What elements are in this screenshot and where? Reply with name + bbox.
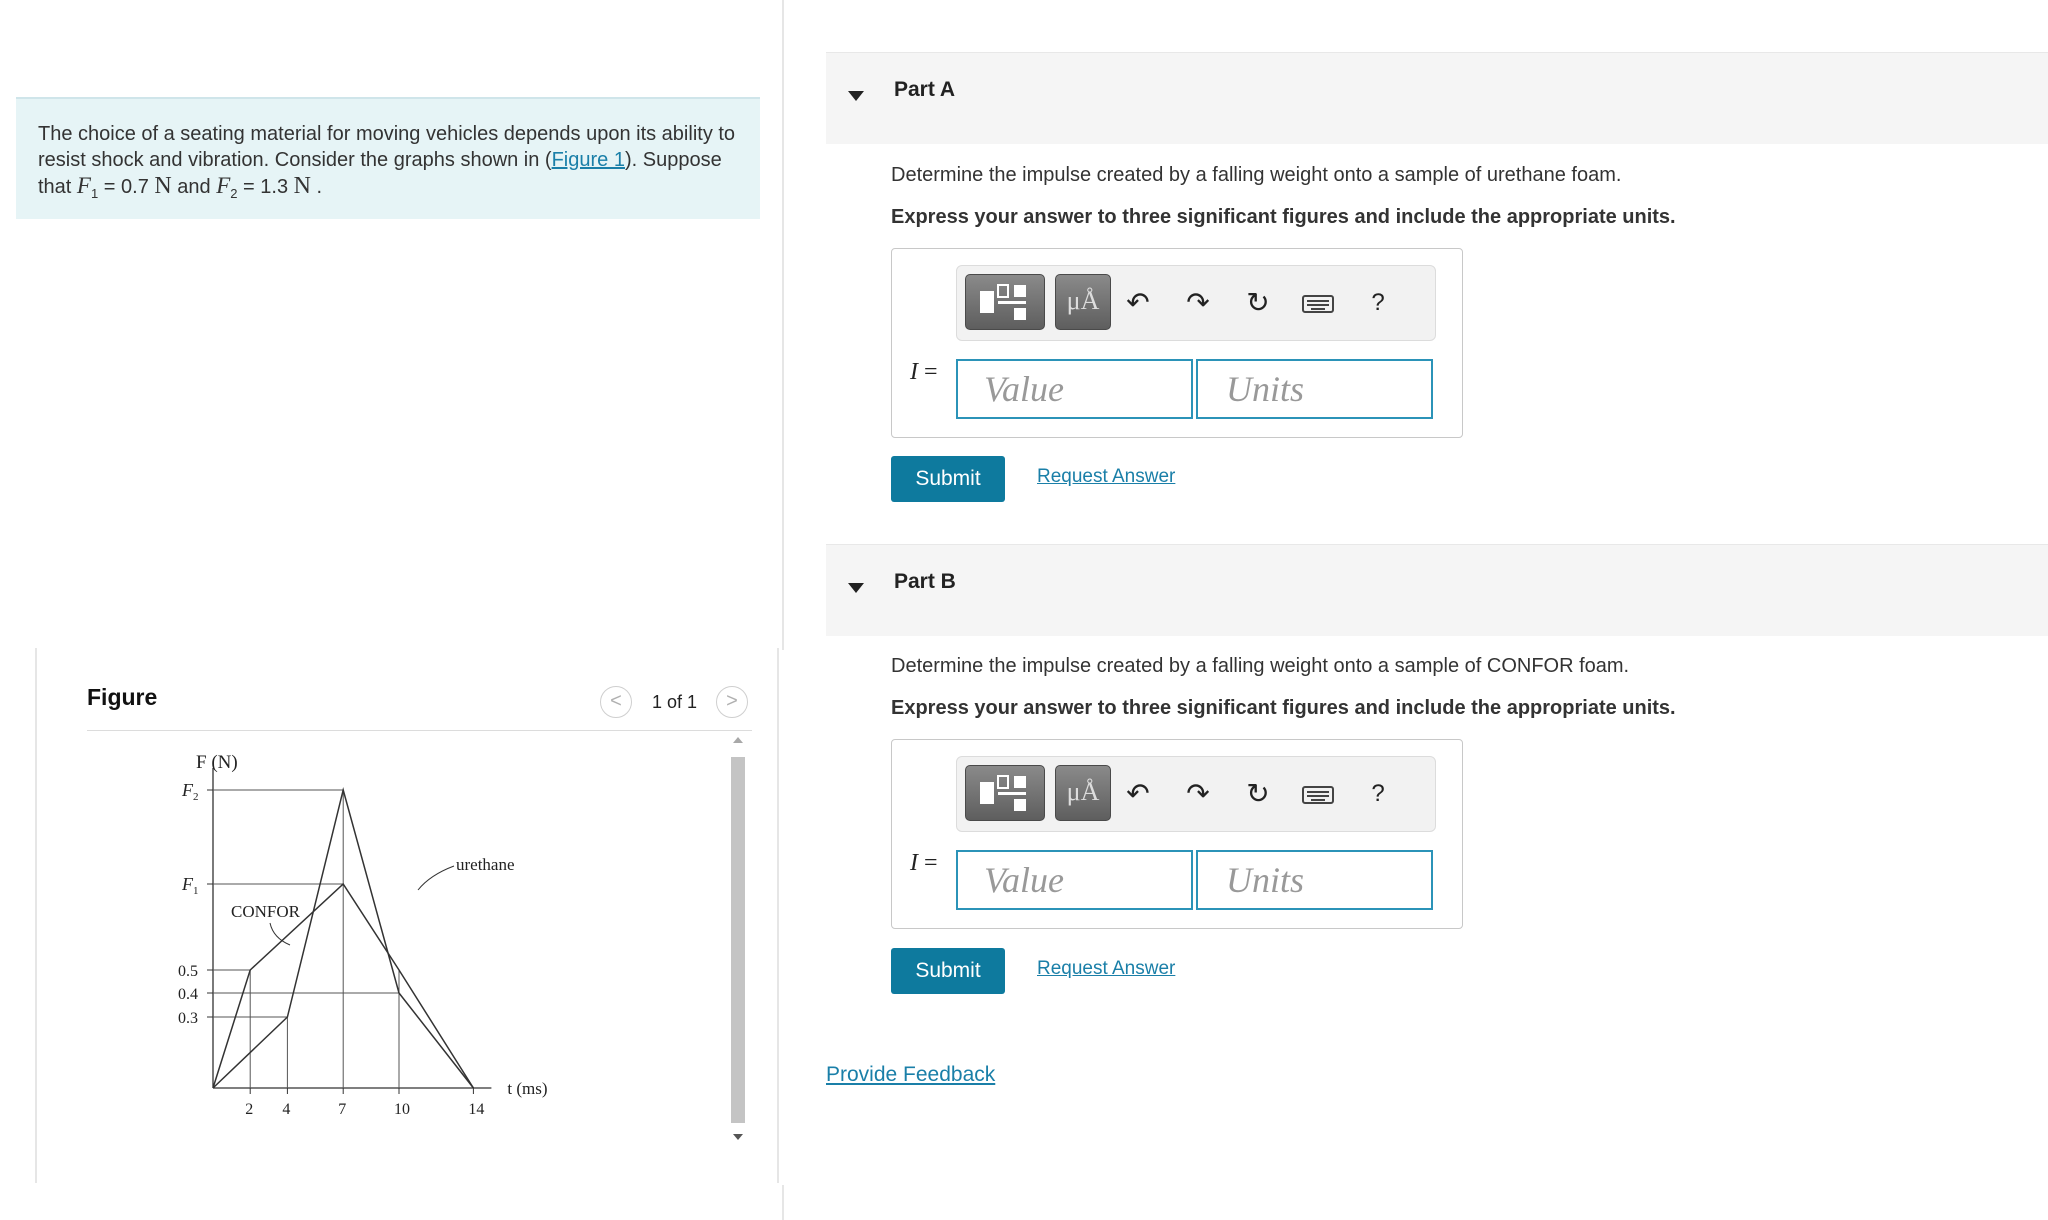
part-b-submit-button[interactable]: Submit [891, 948, 1005, 994]
y-tick-sub: 1 [193, 885, 199, 897]
f1-subscript: 1 [90, 186, 99, 201]
problem-text-2: ). Suppose that [38, 149, 722, 198]
part-a-question: Determine the impulse created by a falling weight onto a sample of urethane foam. [891, 164, 1622, 186]
scroll-up-arrow-icon[interactable] [733, 737, 743, 743]
units-input[interactable]: Units [1196, 359, 1433, 419]
scroll-thumb[interactable] [731, 757, 745, 1123]
and-text: and [171, 176, 217, 198]
x-tick-label: 14 [468, 1101, 485, 1118]
x-tick-label: 2 [245, 1101, 254, 1118]
i-label [910, 850, 938, 877]
i-var: I [910, 359, 918, 385]
reset-icon[interactable]: ↻ [1246, 778, 1270, 809]
part-b-request-answer-link[interactable]: Request Answer [1037, 958, 1176, 979]
f1-value: = 0.7 [98, 176, 155, 198]
y-tick-label: 0.4 [178, 986, 198, 1003]
reset-icon[interactable]: ↻ [1246, 287, 1270, 318]
force-time-chart [160, 740, 660, 1140]
math-toolbar [956, 265, 1436, 341]
templates-button[interactable] [965, 765, 1045, 821]
provide-feedback-link[interactable]: Provide Feedback [826, 1063, 996, 1086]
part-b-header[interactable] [826, 544, 2048, 636]
f2-value: = 1.3 [237, 176, 294, 198]
y-tick-label: 0.3 [178, 1010, 198, 1027]
unit-n: N [154, 173, 172, 199]
i-var: I [910, 850, 918, 876]
problem-text: The choice of a seating material for moving vehicles depends upon its ability to resist shock and vibration. Consider the graphs shown in ( [38, 123, 736, 171]
units-button[interactable]: μÅ [1055, 274, 1111, 330]
figure-divider [87, 730, 752, 731]
redo-icon[interactable]: ↷ [1186, 287, 1210, 318]
figure-title: Figure [87, 684, 158, 710]
part-b-instruction: Express your answer to three significant figures and include the appropriate units. [891, 697, 1676, 719]
help-icon[interactable]: ? [1371, 289, 1385, 316]
keyboard-icon[interactable] [1301, 777, 1335, 811]
y-tick-label: 0.5 [178, 963, 198, 980]
column-divider [782, 0, 784, 650]
scroll-down-arrow-icon[interactable] [733, 1134, 743, 1140]
y-tick-label-f2: F [182, 780, 193, 800]
end-text: . [311, 176, 323, 198]
help-icon[interactable]: ? [1371, 780, 1385, 807]
column-divider-bottom [782, 1185, 784, 1220]
f2-symbol: F [216, 173, 231, 198]
keyboard-icon[interactable] [1301, 286, 1335, 320]
i-label [910, 359, 938, 386]
part-a-header[interactable] [826, 52, 2048, 144]
y-tick-label-f1: F [182, 874, 193, 894]
figure-prev-button[interactable]: < [600, 686, 632, 718]
undo-icon[interactable]: ↶ [1126, 287, 1150, 318]
unit-n-2: N [293, 173, 311, 199]
part-a-request-answer-link[interactable]: Request Answer [1037, 466, 1176, 487]
collapse-triangle-icon[interactable] [848, 583, 864, 593]
confor-annotation: CONFOR [231, 902, 300, 921]
x-tick-label: 7 [338, 1101, 347, 1118]
figure-next-button[interactable]: > [716, 686, 748, 718]
part-a-submit-button[interactable]: Submit [891, 456, 1005, 502]
units-input[interactable]: Units [1196, 850, 1433, 910]
urethane-leader-line [418, 866, 454, 890]
x-axis-label: t (ms) [507, 1079, 548, 1098]
part-a-label: Part A [894, 78, 956, 101]
value-input[interactable]: Value [956, 850, 1193, 910]
f1-symbol: F [76, 173, 91, 198]
value-input[interactable]: Value [956, 359, 1193, 419]
templates-button[interactable] [965, 274, 1045, 330]
f2-subscript: 2 [230, 186, 238, 201]
problem-statement [16, 97, 760, 219]
figure-link[interactable]: Figure 1 [551, 149, 625, 171]
x-tick-label: 10 [394, 1101, 410, 1118]
urethane-annotation: urethane [456, 855, 515, 874]
part-a-answer-box [891, 248, 1463, 438]
units-button[interactable]: μÅ [1055, 765, 1111, 821]
part-a-instruction: Express your answer to three significant figures and include the appropriate units. [891, 206, 1676, 228]
redo-icon[interactable]: ↷ [1186, 778, 1210, 809]
templates-icon [966, 766, 1044, 820]
math-toolbar [956, 756, 1436, 832]
y-axis-label: F (N) [196, 752, 238, 773]
part-b-answer-box [891, 739, 1463, 929]
undo-icon[interactable]: ↶ [1126, 778, 1150, 809]
figure-pager: 1 of 1 [652, 692, 698, 712]
collapse-triangle-icon[interactable] [848, 91, 864, 101]
i-eq: = [918, 850, 938, 876]
part-b-label: Part B [894, 570, 956, 593]
templates-icon [966, 275, 1044, 329]
y-tick-sub: 2 [193, 791, 199, 803]
x-tick-label: 4 [282, 1101, 291, 1118]
i-eq: = [918, 359, 938, 385]
part-b-question: Determine the impulse created by a falling weight onto a sample of CONFOR foam. [891, 655, 1630, 677]
